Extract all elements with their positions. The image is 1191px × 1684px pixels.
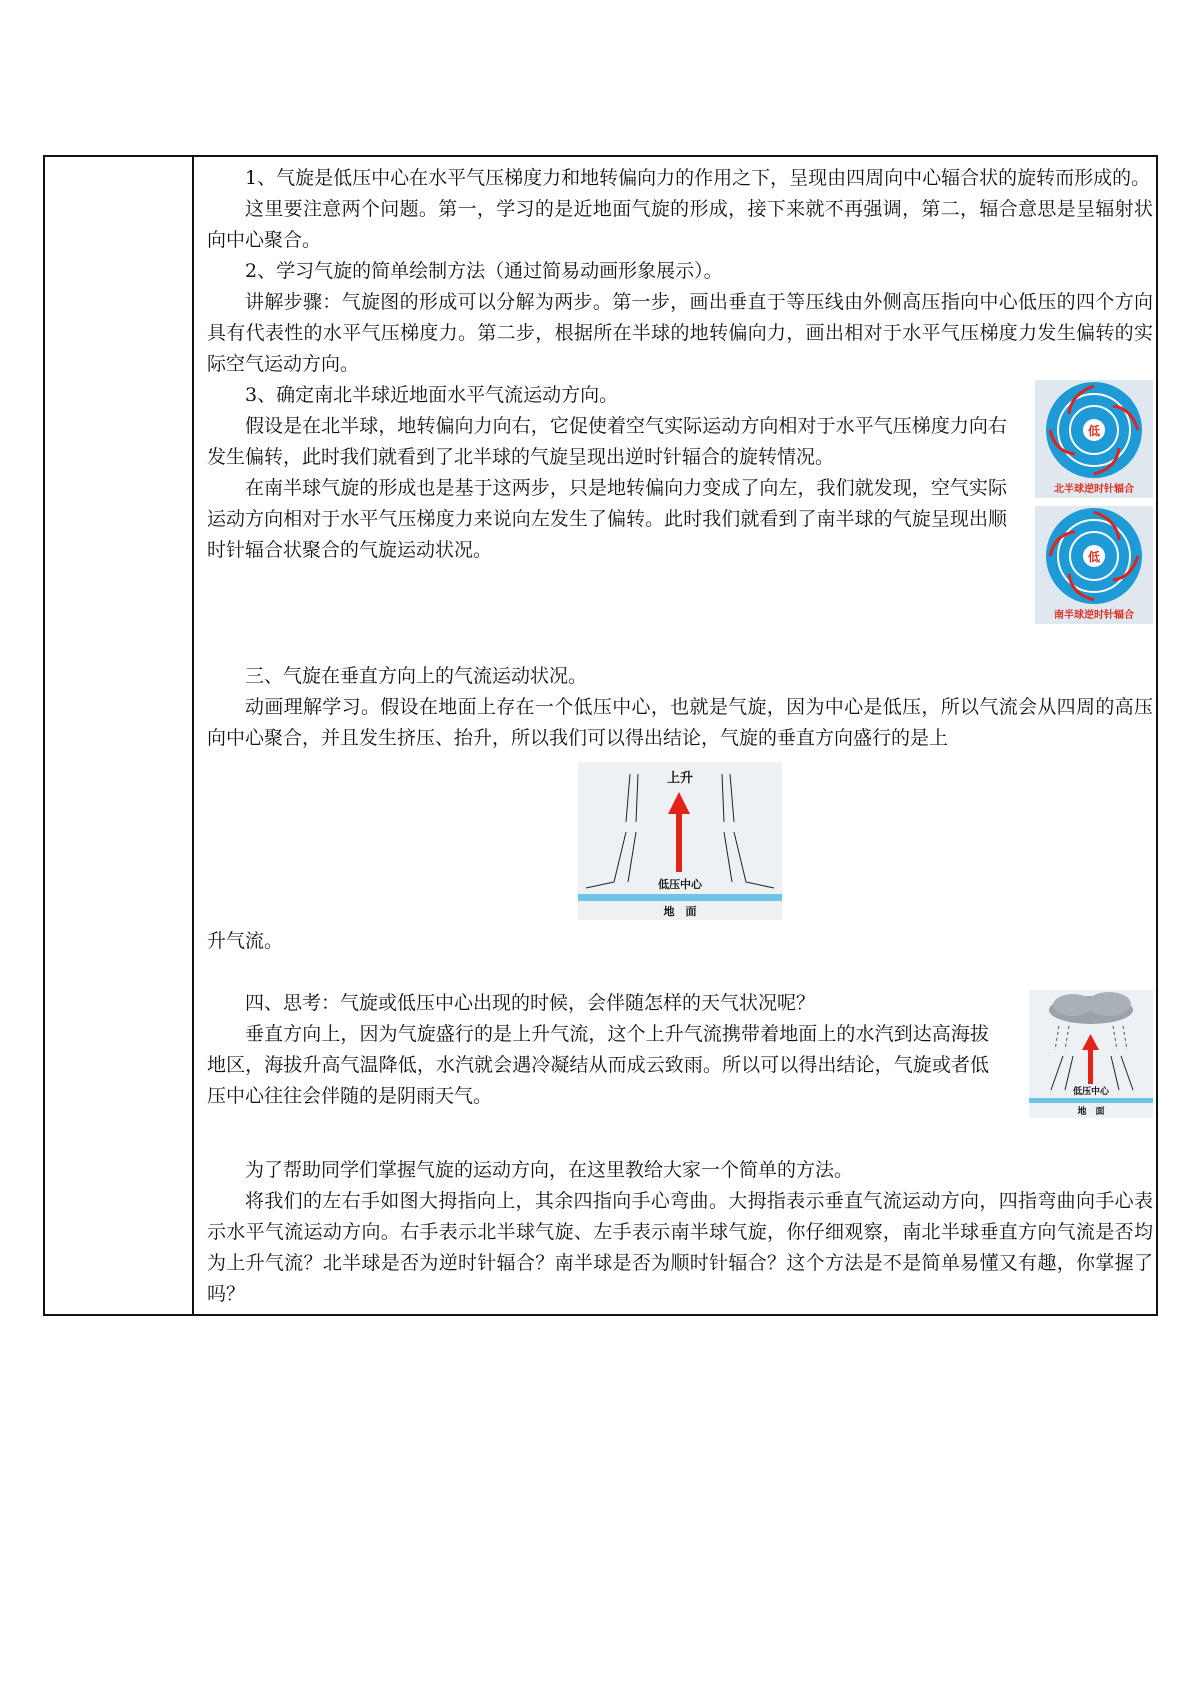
paragraph: 将我们的左右手如图大拇指向上，其余四指向手心弯曲。大拇指表示垂直气流运动方向，四指弯曲向手心表示水平气流运动方向。右手表示北半球气旋、左手表示南半球气旋，你仔细观察，南北半球垂直方向气流是否均为上升气流？北半球是否为逆时针辐合？南半球是否为顺时针辐合？这个方法是不是简单易懂又有趣，你掌握了吗？ xyxy=(207,1190,1153,1305)
paragraph: 垂直方向上，因为气旋盛行的是上升气流，这个上升气流携带着地面上的水汽到达高海拔地区，海拔升高气温降低，水汽就会遇冷凝结从而成云致雨。所以可以得出结论，气旋或者低压中心往往会伴随的是阴雨天气。 xyxy=(207,1023,989,1107)
paragraph: 动画理解学习。假设在地面上存在一个低压中心，也就是气旋，因为中心是低压，所以气流会从四周的高压向中心聚合，并且发生挤压、抬升，所以我们可以得出结论，气旋的垂直方向盛行的是上 xyxy=(207,696,1153,749)
low-center-label: 低压中心 xyxy=(1072,1087,1110,1097)
rain-figure xyxy=(1029,990,1153,1118)
north-cyclone-figure xyxy=(1035,380,1153,498)
paragraph: 2、学习气旋的简单绘制方法（通过简易动画形象展示）。 xyxy=(245,260,723,282)
paragraph: 三、气旋在垂直方向上的气流运动状况。 xyxy=(245,665,588,687)
low-center-label: 低压中心 xyxy=(658,878,702,891)
paragraph: 在南半球气旋的形成也是基于这两步，只是地转偏向力变成了向左，我们就发现，空气实际运动方向相对于水平气压梯度力来说向左发生了偏转。此时我们就看到了南半球的气旋呈现出顺时针辐合状聚合的气旋运动状况。 xyxy=(207,477,1007,561)
cyclone-figures xyxy=(1035,380,1153,624)
spacer xyxy=(207,630,1153,661)
low-label: 低 xyxy=(1087,550,1101,564)
paragraph: 为了帮助同学们掌握气旋的运动方向，在这里教给大家一个简单的方法。 xyxy=(245,1159,854,1181)
lesson-content xyxy=(207,163,1153,1310)
north-caption: 北半球逆时针辐合 xyxy=(1054,484,1134,495)
rise-label: 上升 xyxy=(666,771,694,786)
paragraph: 1、气旋是低压中心在水平气压梯度力和地转偏向力的作用之下，呈现由四周向中心辐合状的旋转而形成的。 xyxy=(245,167,1151,189)
paragraph: 假设是在北半球，地转偏向力向右，它促使着空气实际运动方向相对于水平气压梯度力向右发生偏转，此时我们就看到了北半球的气旋呈现出逆时针辐合的旋转情况。 xyxy=(207,415,1007,468)
south-cyclone-figure xyxy=(1035,506,1153,624)
spacer xyxy=(207,1124,1153,1155)
paragraph: 3、确定南北半球近地面水平气流运动方向。 xyxy=(245,384,619,406)
column-divider xyxy=(192,157,194,1314)
spacer xyxy=(207,957,1153,988)
paragraph: 四、思考：气旋或低压中心出现的时候，会伴随怎样的天气状况呢？ xyxy=(245,992,816,1014)
south-caption: 南半球逆时针辐合 xyxy=(1054,610,1134,621)
lesson-table xyxy=(43,155,1158,1316)
ground-label: 地 面 xyxy=(663,905,697,918)
paragraph: 这里要注意两个问题。第一，学习的是近地面气旋的形成，接下来就不再强调，第二，辐合意思是呈辐射状向中心聚合。 xyxy=(207,198,1153,251)
paragraph: 讲解步骤：气旋图的形成可以分解为两步。第一步，画出垂直于等压线由外侧高压指向中心低压的四个方向具有代表性的水平气压梯度力。第二步，根据所在半球的地转偏向力，画出相对于水平气压梯度力发生偏转的实际空气运动方向。 xyxy=(207,291,1153,375)
vertical-flow-figure xyxy=(578,762,782,920)
low-label: 低 xyxy=(1087,424,1101,438)
ground-label: 地 面 xyxy=(1077,1107,1105,1117)
paragraph: 升气流。 xyxy=(207,930,284,952)
